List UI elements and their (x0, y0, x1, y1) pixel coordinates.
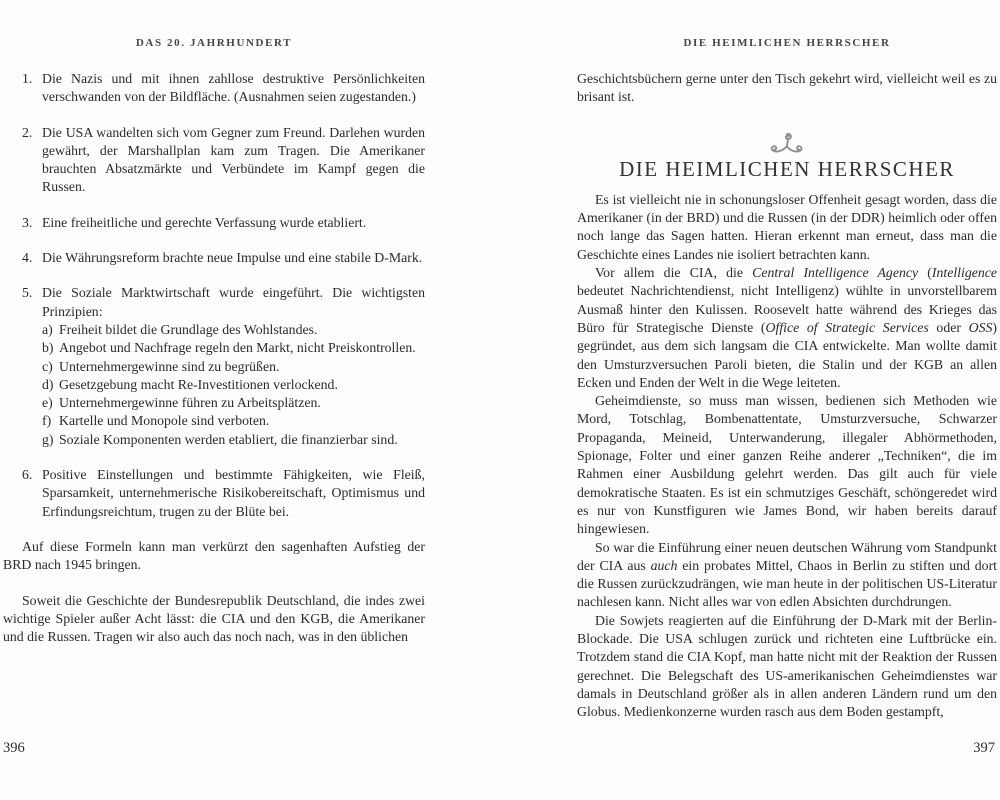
sub-item-label: f) (42, 413, 52, 429)
sub-item-text: Soziale Komponenten werden etabliert, die finanzierbar sind. (59, 431, 398, 447)
right-page (577, 0, 997, 800)
item-text: Die USA wandelten sich vom Gegner zum Freund. Darlehen wurden gewährt, der Marshallplan kam zum Tragen. Die Amerikaner brauchten Absatzmärkte und Verbündete im Kampf gegen die Russen. (42, 124, 425, 195)
fleuron-icon (577, 130, 997, 157)
chapter-title: DIE HEIMLICHEN HERRSCHER (619, 156, 955, 181)
sub-item-text: Gesetzgebung macht Re-Investitionen verlockend. (59, 376, 338, 392)
sub-item-text: Angebot und Nachfrage regeln den Markt, nicht Preiskontrollen. (59, 340, 416, 356)
item-number: 4. (22, 250, 33, 266)
left-page (3, 0, 425, 800)
item-text: Die Nazis und mit ihnen zahllose destruktive Persönlichkeiten verschwanden von der Bildfläche. (Ausnahmen seien zugestanden.) (42, 71, 425, 105)
item-number: 3. (22, 214, 33, 230)
list-item (3, 466, 425, 521)
sub-item-label: c) (42, 358, 53, 374)
sub-item (42, 321, 425, 339)
sub-item (42, 412, 425, 430)
sub-item-text: Kartelle und Monopole sind verboten. (59, 413, 270, 429)
continuation-paragraph: Geschichtsbüchern gerne unter den Tisch gekehrt wird, vielleicht weil es zu brisant ist. (577, 71, 997, 105)
sub-item (42, 394, 425, 412)
sub-item-label: a) (42, 321, 53, 337)
paragraph: Es ist vielleicht nie in schonungsloser Offenheit gesagt worden, dass die Amerikaner (in der BRD) und die Russen (in der DDR) heimlich oder offen noch lange das Sagen hatten. Hieran erkennt man erneut, dass man die Geschichte eines Landes nie isoliert betrachten kann. (577, 191, 997, 262)
sub-item (42, 376, 425, 394)
item-text: Eine freiheitliche und gerechte Verfassung wurde etabliert. (42, 214, 367, 230)
sub-item (42, 431, 425, 449)
list-item (3, 249, 425, 267)
item-number: 5. (22, 285, 33, 301)
item-number: 1. (22, 71, 33, 86)
sub-item-text: Unternehmergewinne führen zu Arbeitsplätzen. (59, 395, 321, 411)
item-number: 6. (22, 467, 33, 483)
item-text: Die Währungsreform brachte neue Impulse und eine stabile D-Mark. (42, 250, 423, 266)
running-head-right: DIE HEIMLICHEN HERRSCHER (683, 37, 891, 49)
sub-list (42, 321, 425, 449)
list-item (3, 70, 425, 107)
left-page-content (3, 70, 425, 646)
sub-item-label: b) (42, 340, 54, 356)
list-item (3, 284, 425, 449)
paragraph: So war die Einführung einer neuen deutschen Währung vom Standpunkt der CIA aus auch ein probates Mittel, Chaos in Berlin zu stiften und dort die Russen zurückzudrängen, wie man heute in der politischen US-Literatur nachlesen kann. Nicht alles war von edlen Absichten durchdrungen. (577, 539, 997, 610)
sub-item-label: d) (42, 376, 54, 392)
sub-item (42, 358, 425, 376)
sub-item-label: e) (42, 395, 53, 411)
list-item (3, 214, 425, 232)
item-number: 2. (22, 124, 33, 140)
item-text: Positive Einstellungen und bestimmte Fähigkeiten, wie Fleiß, Sparsamkeit, unternehmerische Risikobereitschaft, Optimismus und Erfindungsreichtum, trugen zu der Blüte bei. (42, 467, 425, 519)
sub-item-label: g) (42, 431, 54, 447)
right-page-content (577, 70, 997, 722)
list-item (3, 124, 425, 197)
sub-item-text: Unternehmergewinne sind zu begrüßen. (59, 358, 280, 374)
sub-item (42, 339, 425, 357)
paragraph: Auf diese Formeln kann man verkürzt den sagenhaften Aufstieg der BRD nach 1945 bringen. (3, 538, 425, 573)
item-text: Die Soziale Marktwirtschaft wurde eingeführt. Die wichtigsten Prinzipien: (42, 285, 425, 319)
page-number-right: 397 (973, 740, 995, 756)
paragraph: Geheimdienste, so muss man wissen, bedienen sich Methoden wie Mord, Totschlag, Bombenattentate, Umsturzversuche, Schwarzer Propaganda, Meineid, Unterwanderung, illegaler Abhörmethoden, Spionage, Folter und einer ganzen Reihe anderer „Techniken“, die im Rahmen einer Ausbildung gelehrt werden. Das gilt auch für viele demokratische Staaten. Es ist ein schmutziges Geschäft, schöngeredet wird es nur von Kunstfiguren wie James Bond, wir haben bereits darauf hingewiesen. (577, 393, 997, 537)
paragraph: Soweit die Geschichte der Bundesrepublik Deutschland, die indes zwei wichtige Spieler außer Acht lässt: die CIA und den KGB, die Amerikaner und die Russen. Tragen wir also auch das noch nach, was in den üblichen (3, 592, 425, 645)
paragraph: Vor allem die CIA, die Central Intelligence Agency (Intelligence bedeutet Nachrichtendienst, nicht Intelligenz) wühlte in unvorstellbarem Ausmaß hinter den Kulissen. Roosevelt hatte während des Krieges das Büro für Strategische Dienste (Office of Strategic Services oder OSS) gegründet, aus dem sich langsam die CIA entwickelte. Man wollte damit den Umsturzversuchen Paroli bieten, die Stalin und der KGB an allen Ecken und Enden der Welt in die Wege leiteten. (577, 265, 998, 390)
paragraph: Die Sowjets reagierten auf die Einführung der D-Mark mit der Berlin-Blockade. Die USA schlugen zurück und richteten eine Luftbrücke ein. Trotzdem stand die CIA Kopf, man hatte nicht mit der Reaktion der Russen gerechnet. Die Belegschaft des US-amerikanischen Geheimdienstes war damals in Deutschland größer als in allen anderen Ländern rund um den Globus. Medienkonzerne wurden rasch aus dem Boden gestampft, (577, 612, 997, 720)
page-number-left: 396 (3, 740, 25, 756)
sub-item-text: Freiheit bildet die Grundlage des Wohlstandes. (59, 321, 318, 337)
running-head-left: DAS 20. JAHRHUNDERT (135, 37, 293, 49)
